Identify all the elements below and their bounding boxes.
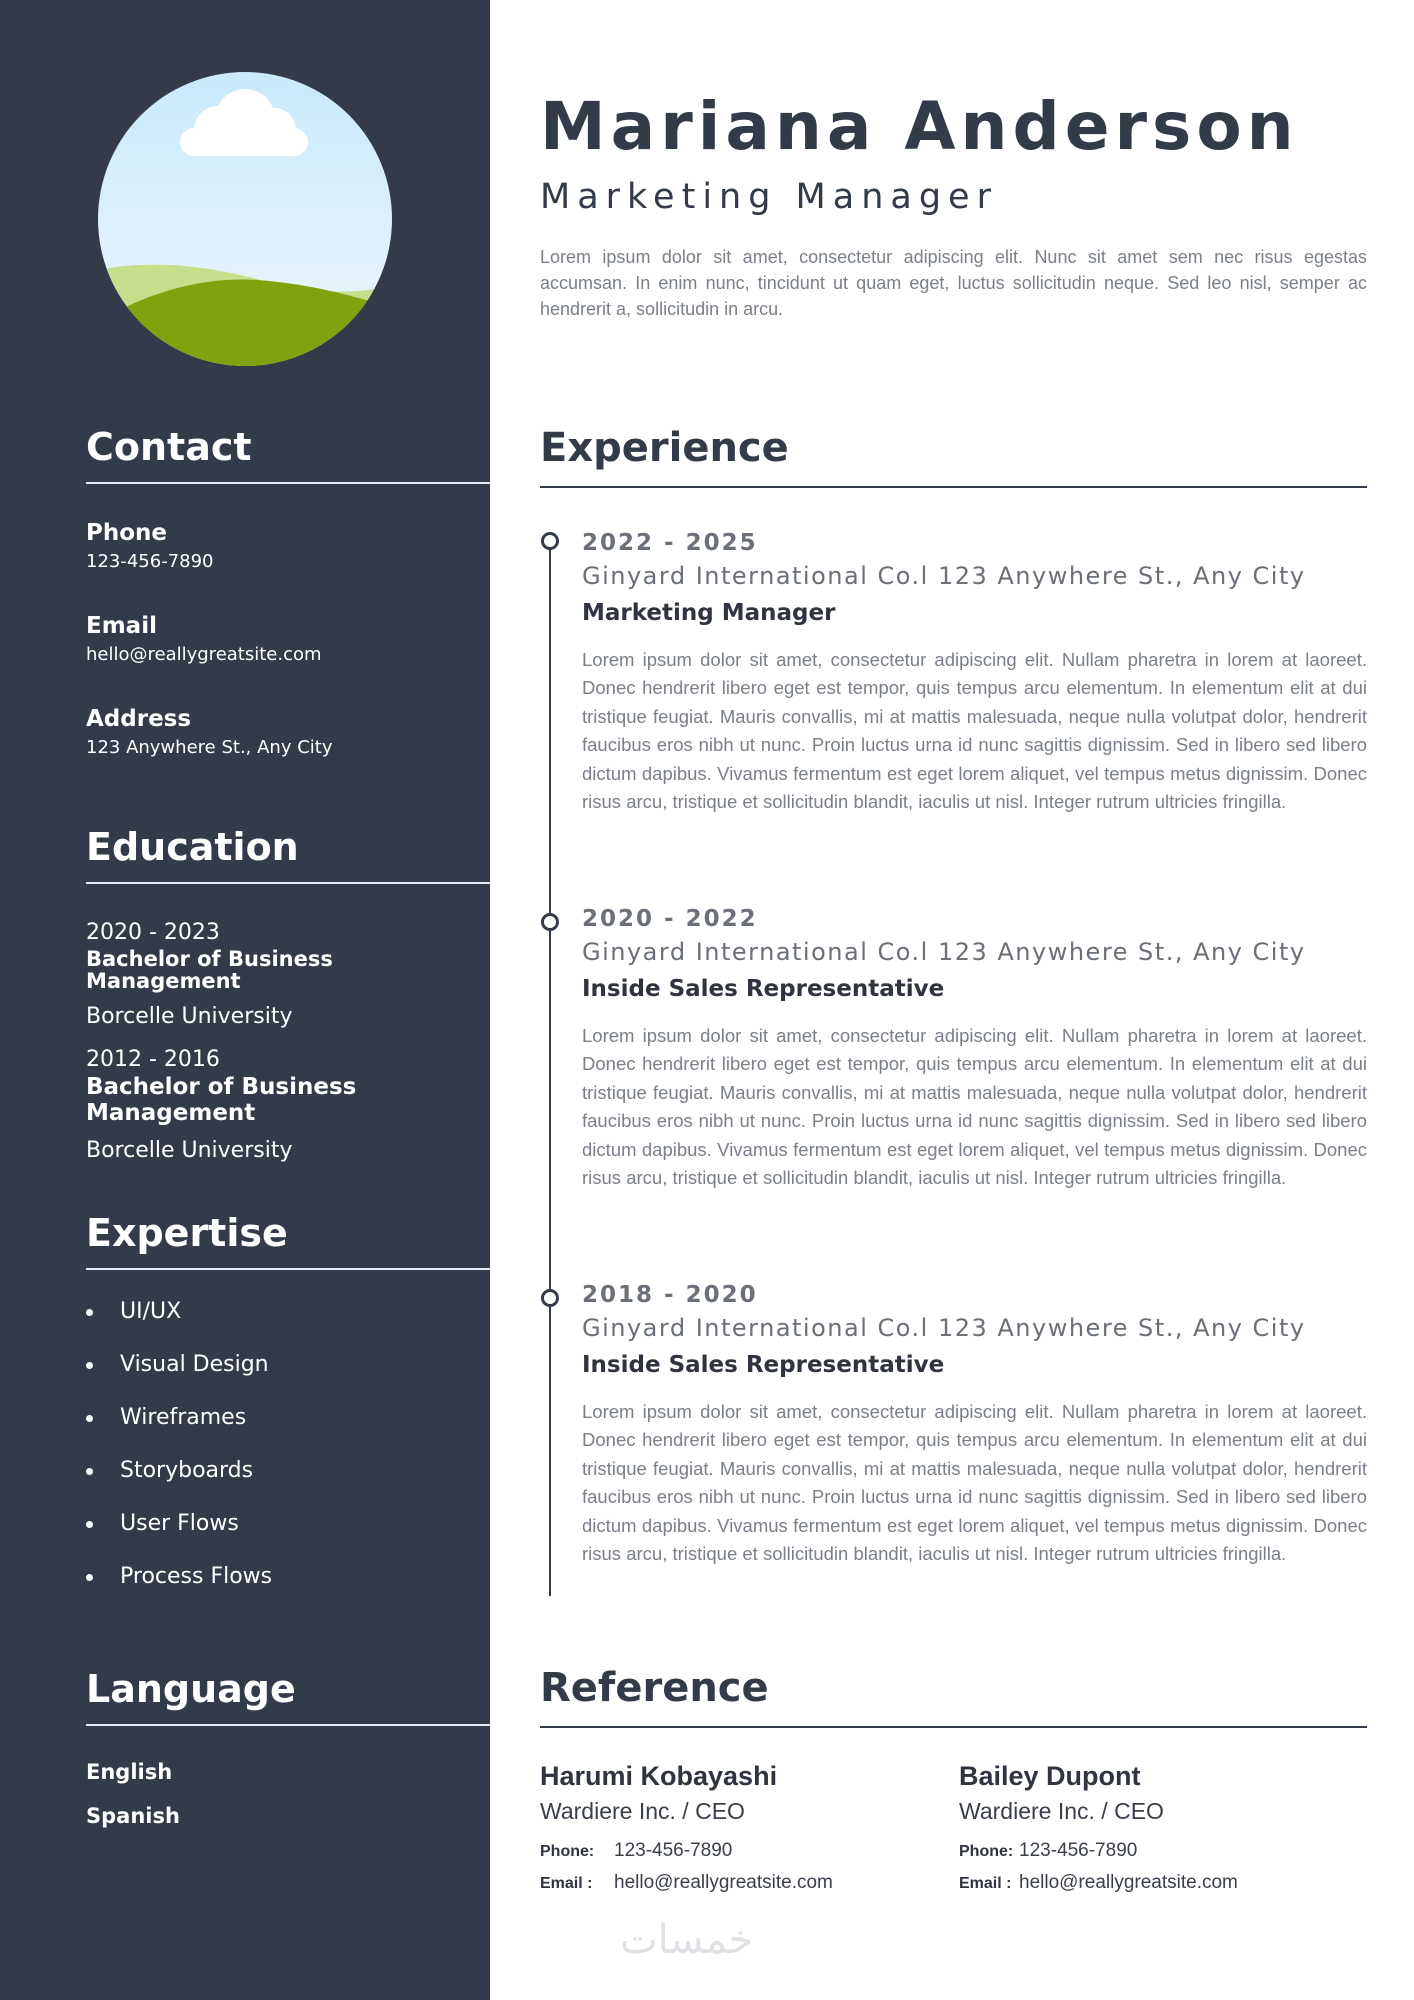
- experience-item: [582, 530, 1367, 817]
- list-item: [86, 1457, 490, 1510]
- skill-label: Visual Design: [120, 1352, 269, 1377]
- education-school: Borcelle University: [86, 1137, 293, 1163]
- list-item: [86, 1351, 490, 1404]
- watermark: خمسات: [620, 1917, 754, 1963]
- list-item: [86, 1298, 490, 1351]
- bullet-icon: [86, 1362, 93, 1369]
- email-label: Email: [86, 612, 157, 639]
- reference-email-label: Email :: [540, 1874, 593, 1892]
- reference-name: Harumi Kobayashi: [540, 1761, 778, 1791]
- experience-description: Lorem ipsum dolor sit amet, consectetur adipiscing elit. Nullam pharetra in lorem at laoreet. Donec hendrerit libero eget est tempor, quis tempus arcu elementum. In elementum elit at dui tristique feugiat. Mauris convallis, mi at mattis malesuada, neque nulla volutpat dolor, hendrerit faucibus eros nibh ut nunc. Proin luctus urna id nunc sagittis dignissim. Sed in libero sed libero dictum dapibus. Vivamus fermentum est eget lorem aliquet, vel tempus metus dignissim. Donec risus arcu, tristique et sollicitudin blandit, iaculis ut nisl. Integer rutrum ultricies fringilla.: [582, 1024, 1367, 1189]
- experience-item: [582, 1282, 1367, 1569]
- bullet-icon: [86, 1521, 93, 1528]
- landscape-placeholder-icon: [98, 72, 392, 366]
- experience-heading: Experience: [540, 428, 1367, 488]
- experience-company: Ginyard International Co.l 123 Anywhere St., Any City: [582, 561, 1306, 590]
- skill-label: Process Flows: [120, 1564, 273, 1589]
- experience-item: [582, 906, 1367, 1193]
- reference-email-value: hello@reallygreatsite.com: [1019, 1871, 1238, 1893]
- bullet-icon: [86, 1574, 93, 1581]
- address-value: 123 Anywhere St., Any City: [86, 736, 333, 758]
- reference-item: [540, 1760, 940, 1894]
- language-heading: Language: [86, 1670, 490, 1726]
- phone-value: 123-456-7890: [86, 550, 214, 572]
- reference-heading: Reference: [540, 1668, 1367, 1728]
- expertise-section: [86, 1211, 490, 1616]
- education-item: [86, 920, 490, 1031]
- experience-company: Ginyard International Co.l 123 Anywhere St., Any City: [582, 937, 1306, 966]
- language-section: [86, 1667, 490, 1829]
- sidebar: [0, 0, 490, 2000]
- timeline-line: [549, 542, 551, 1596]
- reference-company: Wardiere Inc. / CEO: [959, 1798, 1164, 1825]
- contact-section: [86, 425, 490, 759]
- skill-label: Wireframes: [120, 1405, 247, 1430]
- timeline-dot-icon: [541, 1289, 559, 1307]
- experience-title: Marketing Manager: [582, 600, 836, 627]
- skill-label: User Flows: [120, 1511, 239, 1536]
- timeline-dot-icon: [541, 913, 559, 931]
- reference-phone-label: Phone:: [959, 1842, 1014, 1860]
- education-degree: Bachelor of Business Management: [86, 1074, 357, 1126]
- reference-phone-label: Phone:: [540, 1842, 595, 1860]
- reference-email: [540, 1872, 940, 1894]
- language-item: English: [86, 1760, 173, 1784]
- experience-company: Ginyard International Co.l 123 Anywhere St., Any City: [582, 1313, 1306, 1342]
- skill-label: Storyboards: [120, 1458, 254, 1483]
- reference-phone: [959, 1840, 1359, 1862]
- education-degree: Bachelor of Business Management: [86, 947, 333, 994]
- reference-phone-value: 123-456-7890: [1019, 1839, 1138, 1861]
- timeline-dot-icon: [541, 532, 559, 550]
- list-item: [86, 1563, 490, 1616]
- education-item: [86, 1047, 490, 1164]
- job-role: Marketing Manager: [540, 177, 998, 217]
- experience-description: Lorem ipsum dolor sit amet, consectetur adipiscing elit. Nullam pharetra in lorem at laoreet. Donec hendrerit libero eget est tempor, quis tempus arcu elementum. In elementum elit at dui tristique feugiat. Mauris convallis, mi at mattis malesuada, neque nulla volutpat dolor, hendrerit faucibus eros nibh ut nunc. Proin luctus urna id nunc sagittis dignissim. Sed in libero sed libero dictum dapibus. Vivamus fermentum est eget lorem aliquet, vel tempus metus dignissim. Donec risus arcu, tristique et sollicitudin blandit, iaculis ut nisl. Integer rutrum ultricies fringilla.: [582, 1400, 1367, 1565]
- reference-email: [959, 1872, 1359, 1894]
- reference-email-label: Email :: [959, 1874, 1012, 1892]
- reference-email-value: hello@reallygreatsite.com: [614, 1871, 833, 1893]
- reference-item: [959, 1760, 1359, 1894]
- contact-email: [86, 613, 490, 666]
- profile-photo: [98, 72, 392, 366]
- bullet-icon: [86, 1415, 93, 1422]
- contact-address: [86, 706, 490, 759]
- email-value: hello@reallygreatsite.com: [86, 643, 322, 665]
- experience-title: Inside Sales Representative: [582, 976, 945, 1003]
- education-years: 2012 - 2016: [86, 1046, 220, 1072]
- list-item: [86, 1404, 490, 1457]
- contact-heading: Contact: [86, 428, 490, 484]
- reference-company: Wardiere Inc. / CEO: [540, 1798, 745, 1825]
- reference-phone-value: 123-456-7890: [614, 1839, 733, 1861]
- experience-description: Lorem ipsum dolor sit amet, consectetur adipiscing elit. Nullam pharetra in lorem at laoreet. Donec hendrerit libero eget est tempor, quis tempus arcu elementum. In elementum elit at dui tristique feugiat. Mauris convallis, mi at mattis malesuada, neque nulla volutpat dolor, hendrerit faucibus eros nibh ut nunc. Proin luctus urna id nunc sagittis dignissim. Sed in libero sed libero dictum dapibus. Vivamus fermentum est eget lorem aliquet, vel tempus metus dignissim. Donec risus arcu, tristique et sollicitudin blandit, iaculis ut nisl. Integer rutrum ultricies fringilla.: [582, 648, 1367, 813]
- education-section: [86, 825, 490, 1164]
- experience-years: 2022 - 2025: [582, 530, 758, 556]
- phone-label: Phone: [86, 520, 168, 546]
- education-years: 2020 - 2023: [86, 920, 220, 945]
- full-name: Mariana Anderson: [540, 88, 1299, 165]
- address-label: Address: [86, 705, 192, 732]
- education-heading: Education: [86, 828, 490, 884]
- profile-summary: Lorem ipsum dolor sit amet, consectetur adipiscing elit. Nunc sit amet sem nec risus egestas accumsan. In enim nunc, tincidunt ut quam eget, luctus sollicitudin neque. Sed leo nisl, semper ac hendrerit a, sollicitudin in arcu.: [540, 247, 1367, 319]
- experience-years: 2020 - 2022: [582, 906, 758, 932]
- contact-phone: [86, 520, 490, 573]
- expertise-list: [86, 1298, 490, 1616]
- skill-label: UI/UX: [120, 1299, 182, 1324]
- reference-phone: [540, 1840, 940, 1862]
- experience-title: Inside Sales Representative: [582, 1352, 945, 1379]
- list-item: [86, 1510, 490, 1563]
- bullet-icon: [86, 1468, 93, 1475]
- language-item: Spanish: [86, 1804, 180, 1829]
- reference-name: Bailey Dupont: [959, 1761, 1141, 1791]
- experience-years: 2018 - 2020: [582, 1282, 758, 1308]
- expertise-heading: Expertise: [86, 1214, 490, 1270]
- bullet-icon: [86, 1309, 93, 1316]
- education-school: Borcelle University: [86, 1004, 293, 1030]
